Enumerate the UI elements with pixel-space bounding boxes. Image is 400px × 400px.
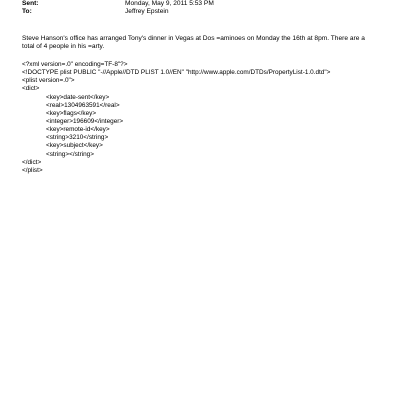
xml-line: <string></string> [46, 150, 94, 158]
xml-plist-block [22, 61, 330, 175]
xml-line: </plist> [22, 166, 43, 174]
xml-line: <dict> [22, 85, 40, 93]
to-value: Jeffrey Epstein [125, 8, 169, 15]
sent-value: Monday, May 9, 2011 5:53 PM [125, 0, 214, 7]
xml-line: <key>date-sent</key> [46, 93, 110, 101]
xml-line: </dict> [22, 158, 42, 166]
xml-line: <!DOCTYPE plist PUBLIC "-//Apple//DTD PLIST 1.0//EN" "http://www.apple.com/DTDs/PropertyList-1.0.dtd"> [22, 69, 331, 77]
xml-line: <string>3210</string> [46, 134, 109, 142]
xml-line: <key>subject</key> [46, 142, 103, 150]
xml-line: <key>remote-id</key> [46, 126, 110, 134]
xml-line: <integer>196609</integer> [46, 117, 124, 125]
sent-label: Sent: [22, 0, 39, 7]
xml-line: <?xml version=.0" encoding=TF-8"?> [22, 61, 128, 68]
xml-line: <plist version=.0"> [22, 77, 75, 85]
xml-line: <key>flags</key> [46, 109, 97, 117]
message-body: Steve Hanson's office has arranged Tony's dinner in Vegas at Dos =aminoes on Monday the 16th at 8pm. There are a total of 4 people in his =arty. [22, 35, 365, 51]
to-label: To: [22, 8, 32, 15]
xml-line: <real>1304963591</real> [46, 101, 120, 109]
